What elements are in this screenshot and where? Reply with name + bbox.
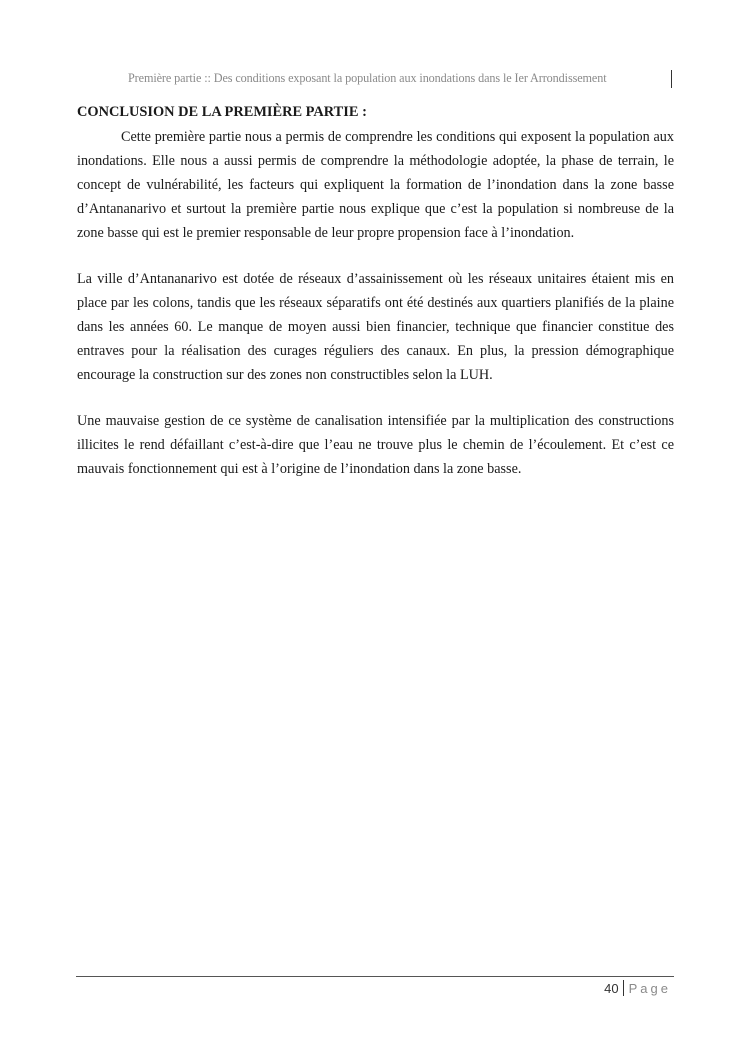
page-body [77, 103, 674, 481]
page-label: Page [628, 980, 671, 996]
running-header: Première partie :: Des conditions exposant la population aux inondations dans le Ier Arrondissement [128, 71, 607, 85]
footer-separator [623, 980, 624, 996]
header-vertical-rule [671, 70, 672, 88]
footer-rule [76, 976, 674, 977]
page-number: 40 [604, 980, 619, 996]
section-title: CONCLUSION DE LA PREMIÈRE PARTIE : [77, 104, 367, 120]
page-footer [604, 980, 671, 996]
paragraph-2: La ville d’Antananarivo est dotée de réseaux d’assainissement où les réseaux unitaires étaient mis en place par les colons, tandis que les réseaux séparatifs ont été destinés aux quartiers planifiés de la plaine dans les années 60. Le manque de moyen aussi bien financier, technique que financier constitue des entraves pour la réalisation des curages réguliers des canaux. En plus, la pression démographique encourage la construction sur des zones non constructibles selon la LUH. [77, 271, 674, 383]
paragraph-3: Une mauvaise gestion de ce système de canalisation intensifiée par la multiplication des constructions illicites le rend défaillant c’est-à-dire que l’eau ne trouve plus le chemin de l’écoulement. Et c’est ce mauvais fonctionnement qui est à l’origine de l’inondation dans la zone basse. [77, 413, 674, 477]
paragraph-1: Cette première partie nous a permis de comprendre les conditions qui exposent la population aux inondations. Elle nous a aussi permis de comprendre la méthodologie adoptée, la phase de terrain, le concept de vulnérabilité, les facteurs qui expliquent la formation de l’inondation dans la zone basse d’Antananarivo et surtout la première partie nous explique que c’est la population si nombreuse de la zone basse qui est le premier responsable de leur propre propension face à l’inondation. [77, 129, 674, 241]
